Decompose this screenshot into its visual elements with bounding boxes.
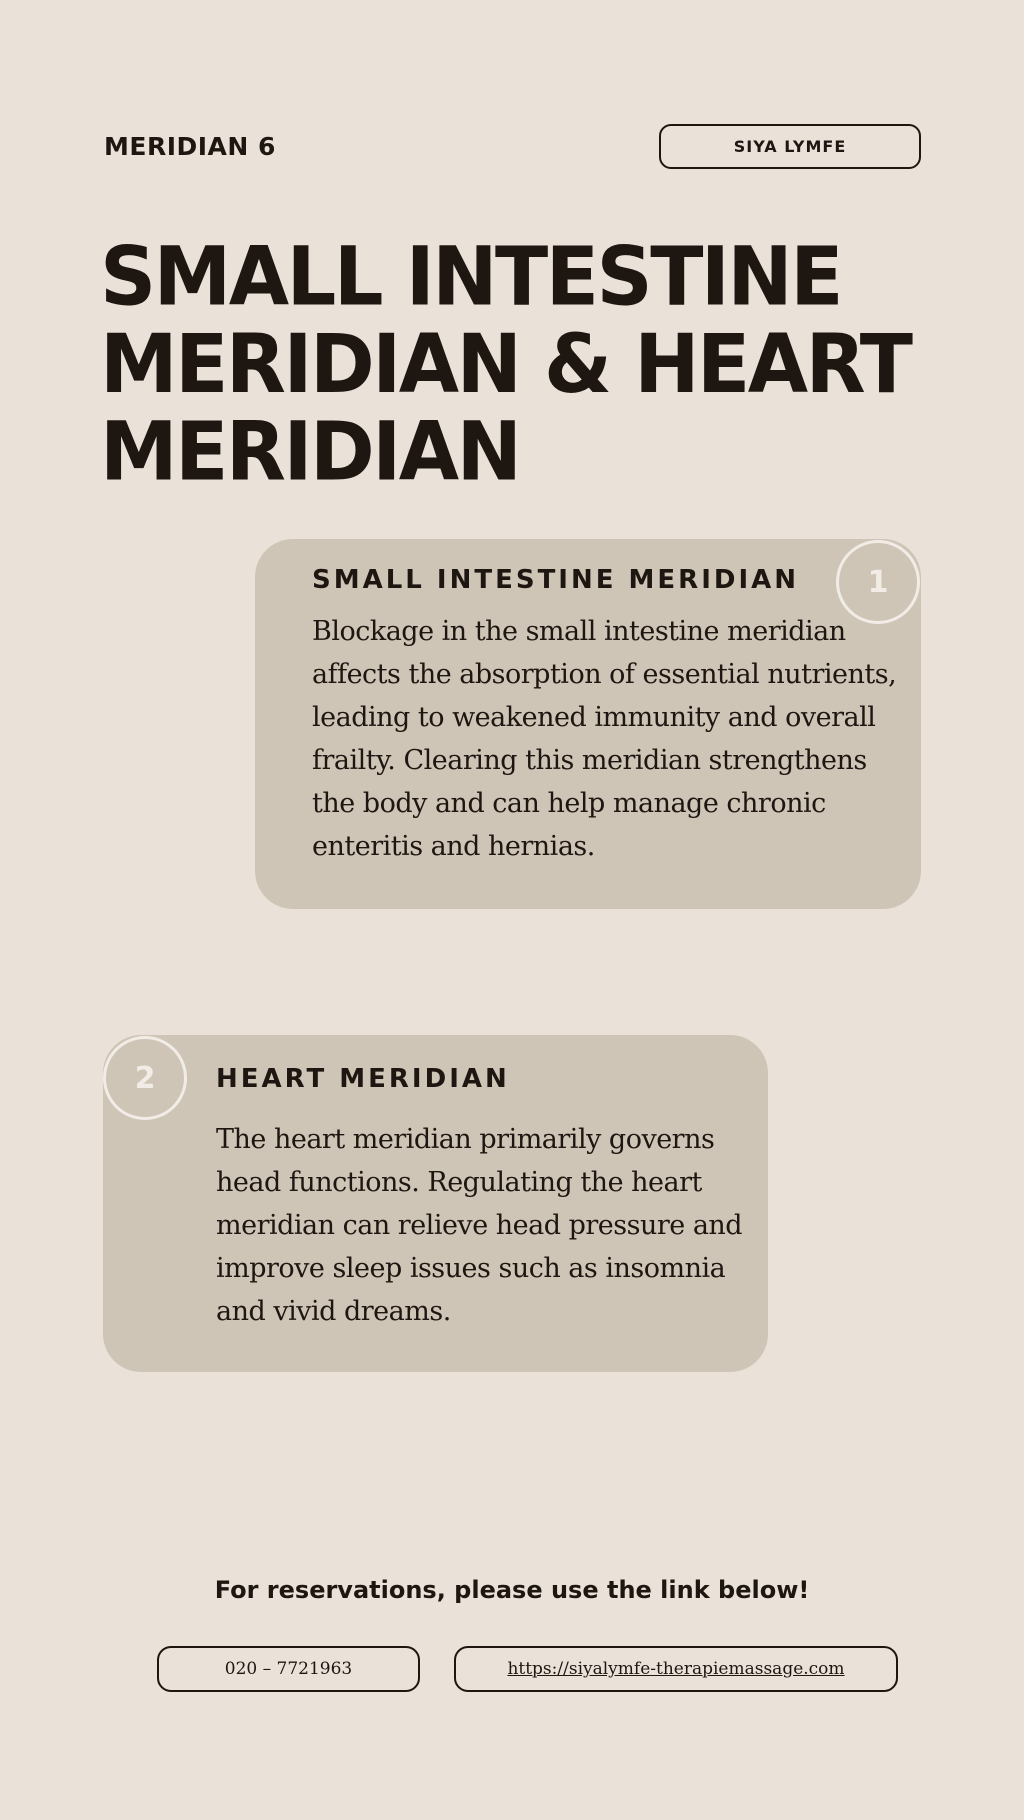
card-body: Blockage in the small intestine meridian affects the absorption of essential nutrients, leading to weakened immunity and overall frailty. Clearing this meridian strengthens the body and can help manage chronic enteritis and hernias. bbox=[312, 616, 897, 862]
brand-badge: SIYA LYMFE bbox=[659, 124, 921, 169]
number-badge: 2 bbox=[103, 1036, 187, 1120]
card-heading: SMALL INTESTINE MERIDIAN bbox=[312, 565, 800, 595]
card-body: The heart meridian primarily governs head functions. Regulating the heart meridian can relieve head pressure and improve sleep issues such as insomnia and vivid dreams. bbox=[216, 1124, 743, 1327]
card-heading: HEART MERIDIAN bbox=[216, 1064, 510, 1094]
phone-button[interactable] bbox=[157, 1646, 420, 1692]
reservation-prompt: For reservations, please use the link below! bbox=[214, 1576, 810, 1604]
heart-card bbox=[103, 1035, 768, 1372]
small-intestine-card bbox=[255, 539, 921, 909]
page-title: SMALL INTESTINE MERIDIAN & HEART MERIDIAN bbox=[100, 230, 911, 500]
number-badge: 1 bbox=[836, 540, 920, 624]
eyebrow-label: MERIDIAN 6 bbox=[104, 132, 276, 161]
website-url: https://siyalymfe-therapiemassage.com bbox=[507, 1659, 845, 1679]
website-link[interactable] bbox=[454, 1646, 898, 1692]
phone-number: 020 – 7721963 bbox=[224, 1659, 353, 1679]
